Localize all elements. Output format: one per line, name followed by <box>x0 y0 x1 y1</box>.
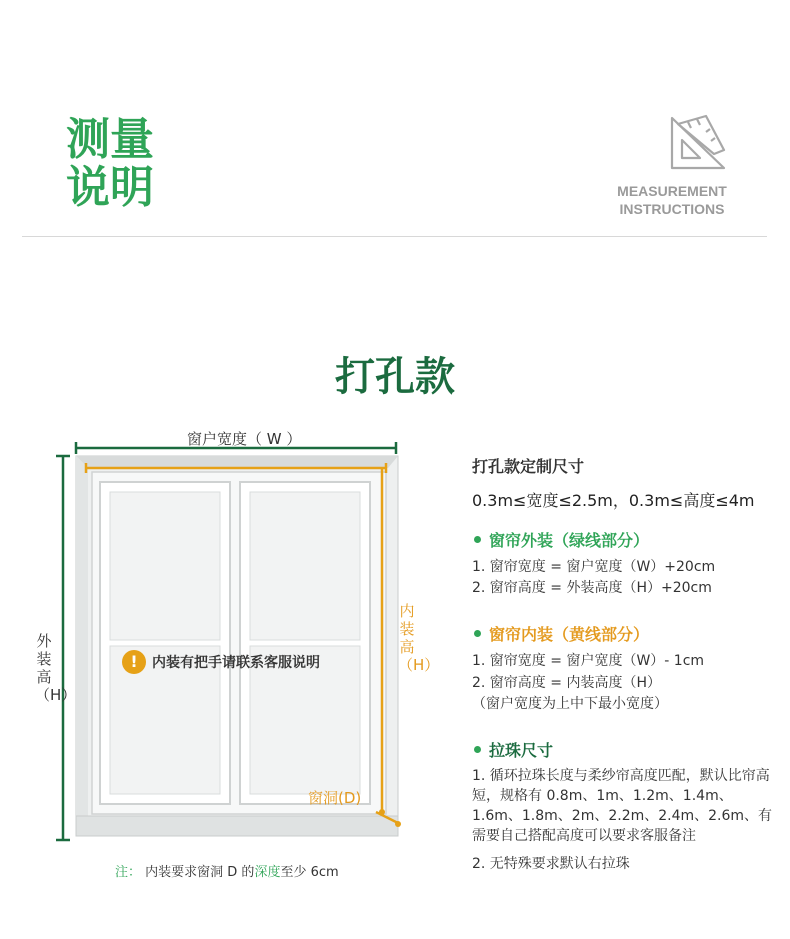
bead-rule-1: 1. 循环拉珠长度与柔纱帘高度匹配，默认比帘高短，规格有 0.8m、1m、1.2m、1.4m、1.6m、1.8m、2m、2.2m、2.4m、2.6m、有需要自己搭配高度可以要求客服备注 <box>472 768 773 844</box>
bullet-dot <box>474 630 481 637</box>
footnote-highlight: 深度 <box>254 865 281 880</box>
ruler-triangle-icon <box>664 112 730 174</box>
footnote-text-end: 至少 6cm <box>280 865 339 880</box>
bullet-dot <box>474 746 481 753</box>
header-divider <box>22 236 767 237</box>
outer-rule-1: 1. 窗帘宽度 = 窗户宽度（W）+20cm <box>472 559 716 575</box>
outer-rule-2: 2. 窗帘高度 = 外装高度（H）+20cm <box>472 580 712 596</box>
page-title: 测量说明 <box>66 114 154 213</box>
footnote-prefix: 注： <box>115 865 142 880</box>
window-diagram <box>0 420 440 860</box>
bead-heading-text: 拉珠尺寸 <box>489 741 554 760</box>
spec-title: 打孔款定制尺寸 <box>472 457 585 476</box>
inner-install-heading-text: 窗帘内装（黄线部分） <box>489 625 650 644</box>
handle-notice <box>122 650 320 674</box>
window-illustration <box>0 420 440 860</box>
outer-install-heading-text: 窗帘外装（绿线部分） <box>489 531 650 550</box>
size-range: 0.3m≤宽度≤2.5m，0.3m≤高度≤4m <box>472 491 755 510</box>
notice-text: 内装有把手请联系客服说明 <box>152 655 320 671</box>
outer-height-label: 外装高（H） <box>35 632 77 704</box>
bead-rule-2: 2. 无特殊要求默认右拉珠 <box>472 856 630 872</box>
inner-rule-1: 1. 窗帘宽度 = 窗户宽度（W）- 1cm <box>472 653 705 669</box>
page-subtitle-en <box>602 182 742 218</box>
footnote <box>115 861 339 880</box>
inner-height-label: 内装高（H） <box>398 602 440 674</box>
footnote-text: 内装要求窗洞 D 的 <box>141 865 255 880</box>
inner-rule-2: 2. 窗帘高度 = 内装高度（H） <box>472 675 661 691</box>
subtitle-line-2: INSTRUCTIONS <box>619 201 725 217</box>
outer-install-heading <box>472 528 649 551</box>
inner-rule-note: （窗户宽度为上中下最小宽度） <box>472 696 668 712</box>
subtitle-line-1: MEASUREMENT <box>617 183 727 199</box>
bead-heading <box>472 738 553 761</box>
width-label: 窗户宽度（ W ） <box>187 430 302 448</box>
warning-icon: ! <box>122 650 146 674</box>
bullet-dot <box>474 536 481 543</box>
section-title: 打孔款 <box>335 354 455 400</box>
depth-label: 窗洞(D) <box>308 789 362 807</box>
inner-install-heading <box>472 622 649 645</box>
